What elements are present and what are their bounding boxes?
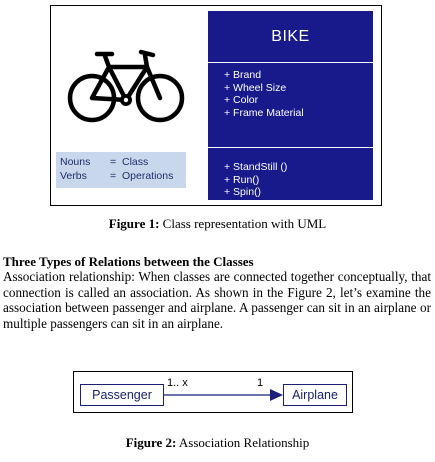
uml-class-box [208, 11, 373, 200]
airplane-class: Airplane [283, 384, 347, 406]
legend-row-verbs [60, 169, 182, 183]
figure-2-caption [0, 435, 435, 451]
legend-term: Verbs [60, 170, 87, 182]
attribute-item: + Frame Material [224, 106, 304, 119]
operation-item: + Spin() [224, 186, 262, 198]
attribute-item: + Wheel Size [224, 81, 287, 94]
arrowhead-icon [270, 389, 283, 401]
class-operations [224, 161, 287, 199]
caption-text: Class representation with UML [159, 216, 327, 231]
section-paragraph: Association relationship: When classes are connected together conceptually, that connection is called an association. As shown in the Figure 2, let’s examine the association between passenger and airplane. A passenger can sit in an airplane or multiple passengers can sit in an airplane. [3, 269, 431, 331]
legend-eq: = [110, 170, 117, 182]
legend-meaning: Class [121, 156, 149, 168]
class-attributes [224, 69, 304, 119]
class-divider [208, 147, 373, 148]
passenger-class: Passenger [80, 384, 164, 406]
figure-1-caption [0, 216, 435, 232]
legend-term: Nouns [60, 156, 91, 168]
legend-eq: = [110, 156, 117, 168]
caption-text: Association Relationship [176, 435, 310, 450]
attribute-item: + Brand [224, 69, 262, 81]
legend-meaning: Operations [121, 170, 174, 182]
figure-1 [50, 5, 382, 206]
operation-item: + Run() [224, 173, 260, 186]
caption-label: Figure 1: [108, 216, 160, 231]
figure-2 [73, 371, 353, 413]
right-multiplicity: 1 [257, 377, 264, 389]
caption-label: Figure 2: [125, 435, 177, 450]
bicycle-icon [65, 46, 187, 126]
left-multiplicity: 1.. x [167, 377, 188, 389]
legend-box [56, 152, 186, 188]
section-heading: Three Types of Relations between the Classes [3, 254, 254, 269]
operation-item: + StandStill () [224, 161, 288, 173]
attribute-item: + Color [224, 94, 259, 106]
class-name: BIKE [208, 11, 373, 63]
legend-row-nouns [60, 155, 182, 169]
